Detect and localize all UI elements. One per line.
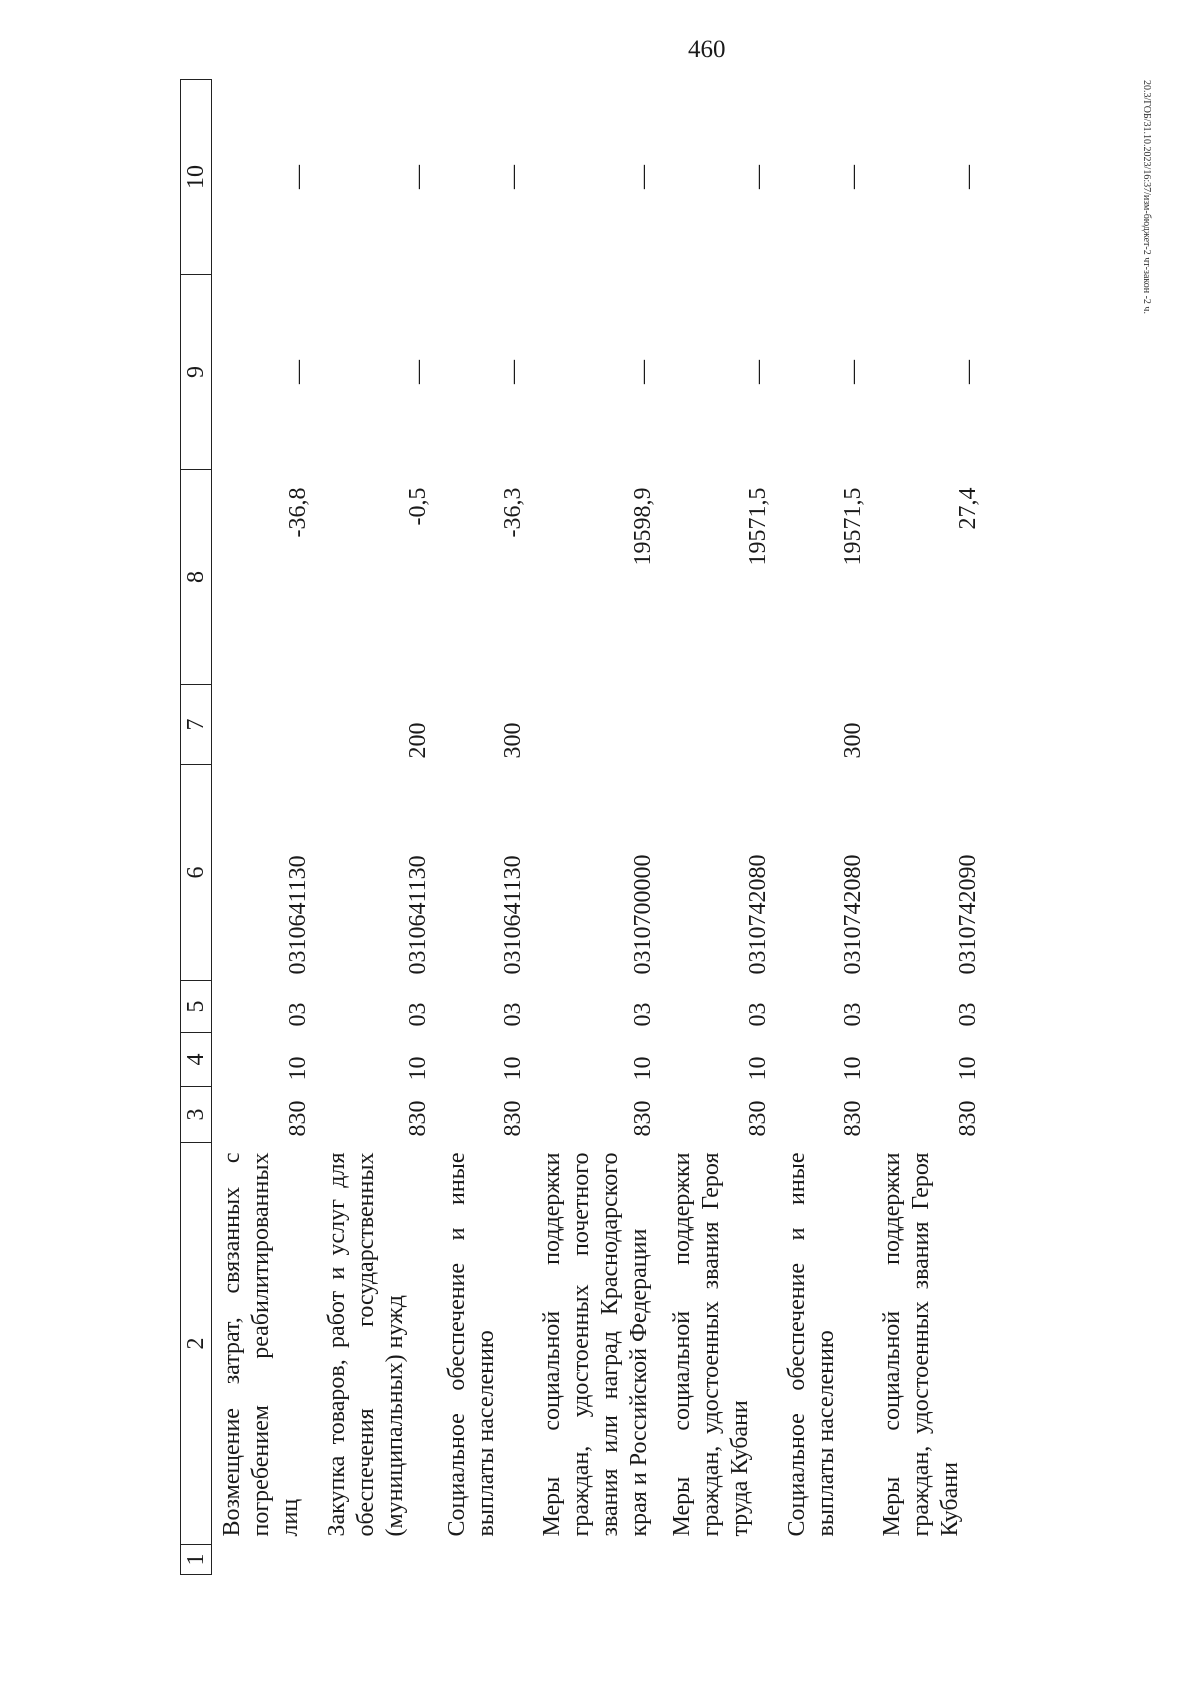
cell-col-6: 0310742090 [954, 854, 981, 975]
cell-col-3: 830 [404, 1100, 431, 1137]
cell-col-4: 10 [744, 1056, 771, 1081]
cell-col-6: 0310700000 [629, 854, 656, 975]
dash-mark: — [839, 360, 866, 384]
cell-col-4: 10 [839, 1056, 866, 1081]
row-description: Закупка товаров, работ и услуг для обеспечения государственных (муниципальных) нужд [323, 1152, 408, 1537]
dash-mark: — [954, 165, 981, 189]
cell-col-1 [662, 1545, 777, 1575]
dash-mark: — [499, 360, 526, 384]
cell-col-8: -0,5 [404, 487, 431, 526]
cell-col-5: 03 [404, 1002, 431, 1027]
budget-table [180, 79, 987, 1575]
table-row [212, 80, 317, 1575]
cell-col-4: 10 [284, 1056, 311, 1081]
dash-mark: — [629, 360, 656, 384]
cell-col-9 [872, 275, 987, 470]
table-row [532, 80, 662, 1575]
cell-col-10 [532, 80, 662, 275]
header-col-9: 9 [181, 275, 212, 470]
row-description: Социальное обеспечение и иные выплаты населению [783, 1152, 839, 1537]
cell-col-3: 830 [629, 1100, 656, 1137]
cell-col-6: 0310641130 [499, 855, 526, 975]
header-col-8: 8 [181, 470, 212, 685]
cell-col-1 [437, 1545, 532, 1575]
row-description: Социальное обеспечение и иные выплаты населению [443, 1152, 499, 1537]
dash-mark: — [499, 165, 526, 189]
cell-col-8: -36,3 [499, 487, 526, 538]
cell-col-4: 10 [954, 1056, 981, 1081]
page-number: 460 [688, 36, 726, 63]
cell-col-1 [872, 1545, 987, 1575]
header-col-10: 10 [181, 80, 212, 275]
cell-col-9 [662, 275, 777, 470]
cell-col-3: 830 [284, 1100, 311, 1137]
header-col-1: 1 [181, 1545, 212, 1575]
cell-col-6: 0310742080 [839, 854, 866, 975]
row-description: Меры социальной поддержки граждан, удостоенных звания Героя Кубани [878, 1152, 963, 1537]
dash-mark: — [284, 165, 311, 189]
cell-col-7 [872, 685, 987, 765]
dash-mark: — [629, 165, 656, 189]
cell-col-6: 0310641130 [404, 855, 431, 975]
cell-col-10 [662, 80, 777, 275]
cell-col-10 [212, 80, 317, 275]
cell-col-6: 0310641130 [284, 855, 311, 975]
cell-col-9 [777, 275, 872, 470]
cell-col-7 [662, 685, 777, 765]
cell-col-8: 27,4 [954, 487, 981, 530]
cell-col-5: 03 [629, 1002, 656, 1027]
cell-col-3: 830 [954, 1100, 981, 1137]
table-row [317, 80, 437, 1575]
cell-col-5: 03 [954, 1002, 981, 1027]
header-col-5: 5 [181, 981, 212, 1033]
cell-col-4: 10 [629, 1056, 656, 1081]
dash-mark: — [744, 360, 771, 384]
cell-col-3: 830 [839, 1100, 866, 1137]
budget-table-container [180, 80, 1060, 1575]
dash-mark: — [839, 165, 866, 189]
cell-col-4: 10 [404, 1056, 431, 1081]
header-col-4: 4 [181, 1033, 212, 1087]
cell-col-5: 03 [839, 1002, 866, 1027]
cell-col-5: 03 [284, 1002, 311, 1027]
dash-mark: — [404, 360, 431, 384]
cell-col-3: 830 [499, 1100, 526, 1137]
dash-mark: — [954, 360, 981, 384]
header-col-7: 7 [181, 685, 212, 765]
table-row [437, 80, 532, 1575]
cell-col-7: 300 [499, 722, 526, 759]
cell-col-8: 19598,9 [629, 487, 656, 566]
cell-col-7 [212, 685, 317, 765]
cell-col-8: -36,8 [284, 487, 311, 538]
table-row [872, 80, 987, 1575]
cell-col-9 [317, 275, 437, 470]
cell-col-4: 10 [499, 1056, 526, 1081]
row-description: Возмещение затрат, связанных с погребением реабилитированных лиц [219, 1152, 303, 1537]
cell-col-6: 0310742080 [744, 854, 771, 975]
cell-col-1 [317, 1545, 437, 1575]
cell-col-1 [212, 1545, 317, 1575]
cell-col-7: 300 [839, 722, 866, 759]
cell-col-8: 19571,5 [744, 487, 771, 566]
cell-col-10 [872, 80, 987, 275]
cell-col-10 [777, 80, 872, 275]
dash-mark: — [404, 165, 431, 189]
cell-col-1 [532, 1545, 662, 1575]
cell-col-5: 03 [499, 1002, 526, 1027]
dash-mark: — [744, 165, 771, 189]
document-code: 20.3/ГОБ/31.10.2023/16:37/изм-бюджет-2 чт-закон -2 ч. [1141, 80, 1152, 314]
header-col-3: 3 [181, 1087, 212, 1143]
cell-col-1 [777, 1545, 872, 1575]
row-description: Меры социальной поддержки граждан, удостоенных почетного звания или наград Краснодарского края и Российской Федерации [538, 1152, 652, 1537]
cell-col-9 [532, 275, 662, 470]
header-col-6: 6 [181, 765, 212, 981]
cell-col-7 [532, 685, 662, 765]
cell-col-5: 03 [744, 1002, 771, 1027]
header-col-2: 2 [181, 1143, 212, 1545]
cell-col-9 [212, 275, 317, 470]
table-header-row [181, 80, 212, 1575]
dash-mark: — [284, 360, 311, 384]
cell-col-3: 830 [744, 1100, 771, 1137]
cell-col-9 [437, 275, 532, 470]
table-body [212, 80, 987, 1575]
table-row [777, 80, 872, 1575]
cell-col-10 [317, 80, 437, 275]
cell-col-10 [437, 80, 532, 275]
table-row [662, 80, 777, 1575]
row-description: Меры социальной поддержки граждан, удостоенных звания Героя труда Кубани [668, 1152, 753, 1537]
cell-col-8: 19571,5 [839, 487, 866, 566]
cell-col-7: 200 [404, 722, 431, 759]
